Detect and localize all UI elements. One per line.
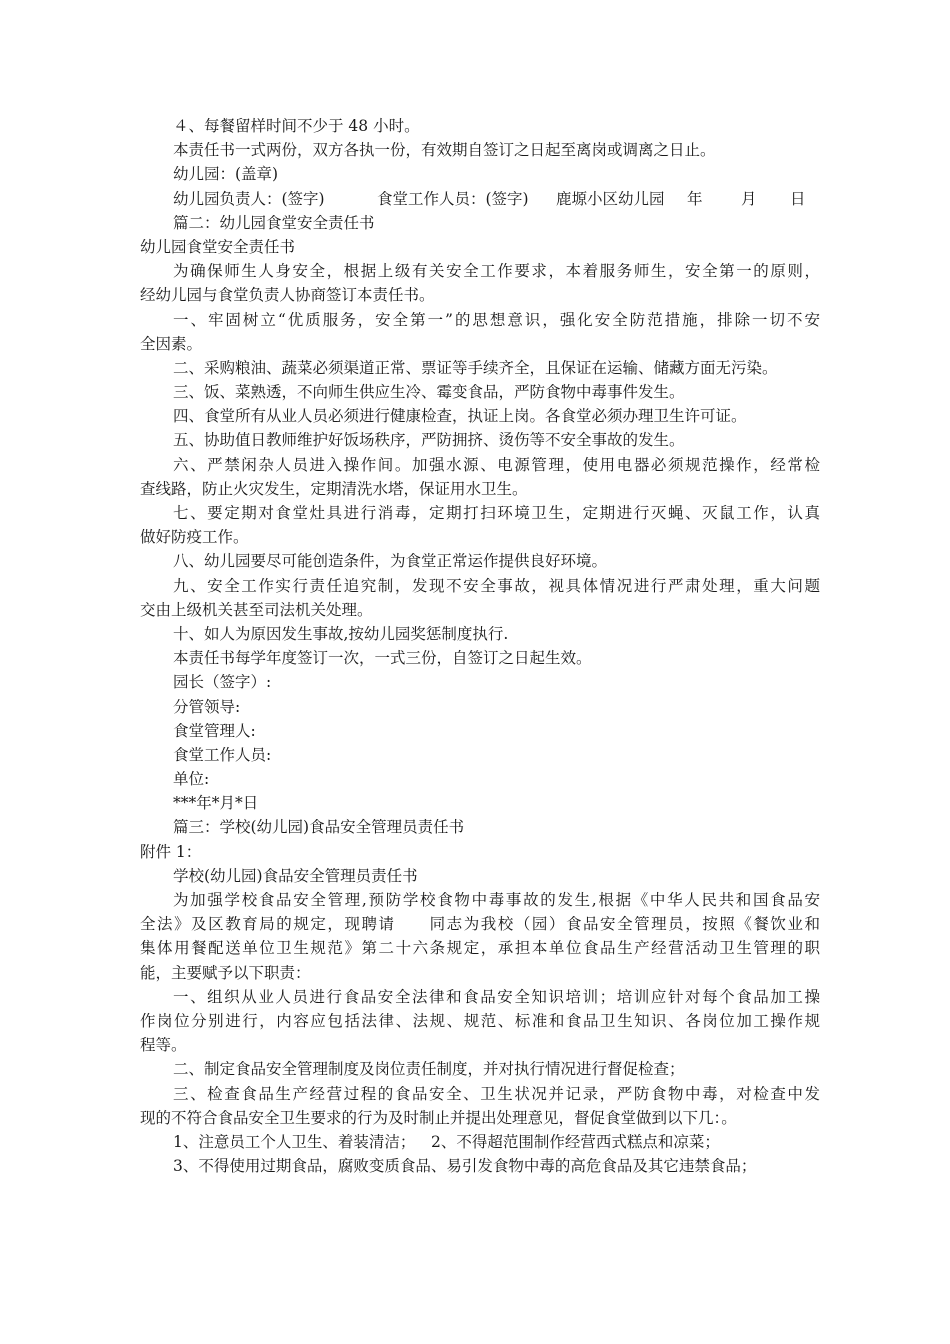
text-line: 二、采购粮油、蔬菜必须渠道正常、票证等手续齐全，且保证在运输、储藏方面无污染。 bbox=[173, 358, 778, 377]
text-line: 3、不得使用过期食品，腐败变质食品、易引发食物中毒的高危食品及其它违禁食品； bbox=[173, 1157, 757, 1176]
school-name: 鹿塬小区幼儿园 bbox=[556, 189, 665, 208]
text-line: 做好防疫工作。 bbox=[140, 528, 249, 547]
principal-signature-label: 幼儿园负责人：(签字) bbox=[173, 189, 325, 208]
section-heading: 篇二：幼儿园食堂安全责任书 bbox=[173, 213, 375, 232]
duty-item-2: 2、不得超范围制作经营西式糕点和凉菜； bbox=[431, 1132, 720, 1151]
text-line: 一、牢固树立“优质服务，安全第一”的思想意识，强化安全防范措施，排除一切不安 bbox=[173, 310, 820, 329]
text-line: 集体用餐配送单位卫生规范》第二十六条规定，承担本单位食品生产经营活动卫生管理的职 bbox=[140, 939, 820, 958]
text-line: 全法》及区教育局的规定，现聘请 同志为我校（园）食品安全管理员，按照《餐饮业和 bbox=[140, 915, 820, 934]
date-day: 日 bbox=[790, 189, 806, 208]
text-line: 幼儿园：(盖章) bbox=[173, 165, 279, 184]
signature-field: 食堂工作人员: bbox=[173, 745, 272, 764]
text-line: 本责任书一式两份，双方各执一份，有效期自签订之日起至离岗或调离之日止。 bbox=[173, 141, 716, 160]
signature-field: 分管领导: bbox=[173, 697, 241, 716]
text-line: 能，主要赋予以下职责： bbox=[140, 963, 311, 982]
document-title: 学校(幼儿园)食品安全管理员责任书 bbox=[173, 866, 418, 885]
text-line bbox=[140, 1130, 820, 1154]
text-line: 程等。 bbox=[140, 1036, 187, 1055]
text-line: 三、检查食品生产经营过程的食品安全、卫生状况并记录，严防食物中毒，对检查中发 bbox=[173, 1084, 820, 1103]
text-line: 为确保师生人身安全，根据上级有关安全工作要求，本着服务师生，安全第一的原则， bbox=[173, 262, 820, 281]
signature-line bbox=[140, 187, 820, 211]
text-line: 十、如人为原因发生事故,按幼儿园奖惩制度执行. bbox=[173, 624, 509, 643]
text-line: 六、严禁闲杂人员进入操作间。加强水源、电源管理，使用电器必须规范操作，经常检 bbox=[173, 455, 820, 474]
signature-field: 园长（签字）: bbox=[173, 673, 272, 692]
date-month: 月 bbox=[741, 189, 757, 208]
text-line: 经幼儿园与食堂负责人协商签订本责任书。 bbox=[140, 286, 435, 305]
text-line: 作岗位分别进行，内容应包括法律、法规、规范、标准和食品卫生知识、各岗位加工操作规 bbox=[140, 1011, 820, 1030]
text-line: 二、制定食品安全管理制度及岗位责任制度，并对执行情况进行督促检查； bbox=[173, 1060, 685, 1079]
text-line: 交由上级机关甚至司法机关处理。 bbox=[140, 600, 373, 619]
text-line: 五、协助值日教师维护好饭场秩序，严防拥挤、烫伤等不安全事故的发生。 bbox=[173, 431, 685, 450]
text-line: 九、安全工作实行责任追究制，发现不安全事故，视具体情况进行严肃处理，重大问题 bbox=[173, 576, 820, 595]
date-year: 年 bbox=[687, 189, 703, 208]
text-line: 现的不符合食品安全卫生要求的行为及时制止并提出处理意见，督促食堂做到以下几：。 bbox=[140, 1108, 737, 1127]
date-field: ***年*月*日 bbox=[173, 794, 259, 813]
section-heading: 篇三：学校(幼儿园)食品安全管理员责任书 bbox=[173, 818, 465, 837]
text-line: 三、饭、菜熟透，不向师生供应生冷、霉变食品，严防食物中毒事件发生。 bbox=[173, 383, 685, 402]
document-page bbox=[140, 114, 820, 1178]
duty-item-1: 1、注意员工个人卫生、着装清洁； bbox=[173, 1132, 416, 1151]
text-line: 七、要定期对食堂灶具进行消毒，定期打扫环境卫生，定期进行灭蝇、灭鼠工作，认真 bbox=[173, 504, 820, 522]
signature-field: 食堂管理人: bbox=[173, 721, 256, 740]
attachment-label: 附件 1： bbox=[140, 842, 202, 861]
text-line: 一、组织从业人员进行食品安全法律和食品安全知识培训；培训应针对每个食品加工操 bbox=[173, 987, 820, 1006]
text-line: ４、每餐留样时间不少于 48 小时。 bbox=[173, 117, 420, 135]
text-line: 查线路，防止火灾发生，定期清洗水塔，保证用水卫生。 bbox=[140, 479, 528, 498]
signature-field: 单位: bbox=[173, 770, 210, 789]
text-line: 四、食堂所有从业人员必须进行健康检查，执证上岗。各食堂必须办理卫生许可证。 bbox=[173, 407, 747, 426]
document-title: 幼儿园食堂安全责任书 bbox=[140, 237, 296, 256]
text-line: 为加强学校食品安全管理,预防学校食物中毒事故的发生,根据《中华人民共和国食品安 bbox=[173, 891, 820, 909]
canteen-staff-signature-label: 食堂工作人员：(签字) bbox=[377, 189, 529, 208]
text-line: 本责任书每学年度签订一次，一式三份，自签订之日起生效。 bbox=[173, 649, 592, 668]
text-line: 全因素。 bbox=[140, 334, 203, 353]
text-line: 八、幼儿园要尽可能创造条件，为食堂正常运作提供良好环境。 bbox=[173, 552, 608, 571]
